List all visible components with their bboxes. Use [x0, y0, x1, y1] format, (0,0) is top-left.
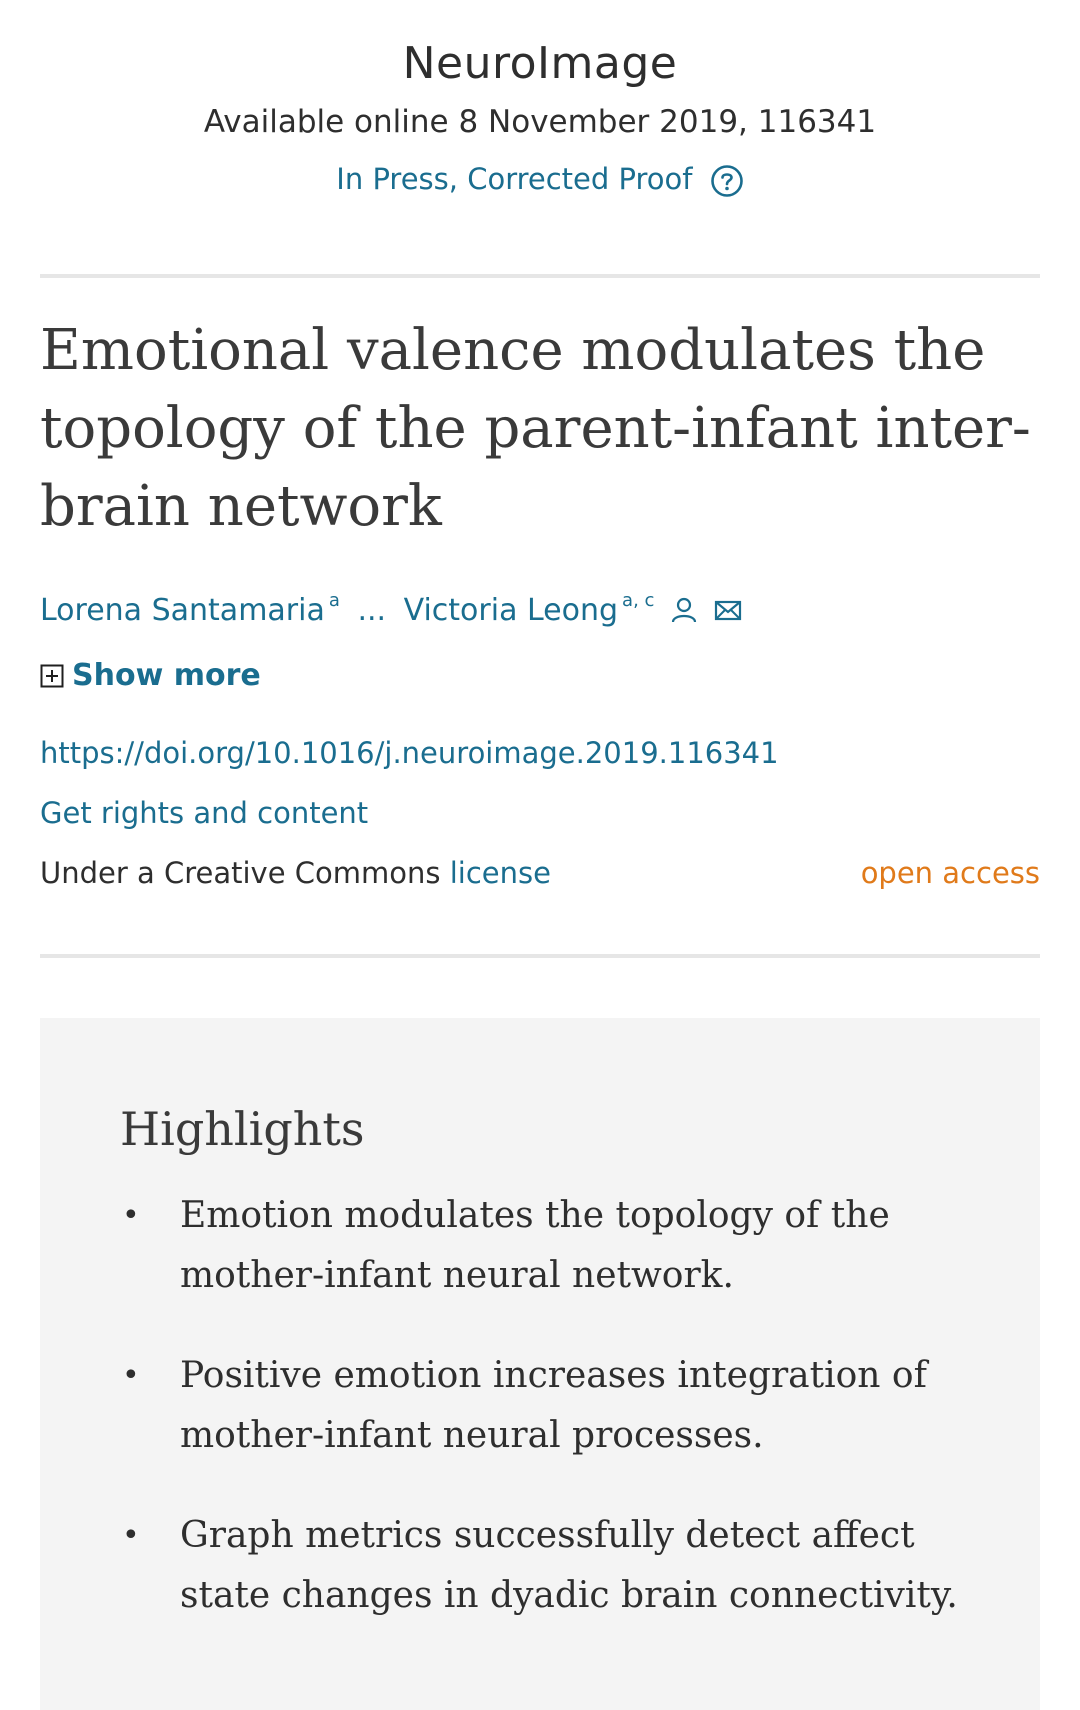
article-status [0, 162, 1080, 198]
bullet-icon: • [122, 1518, 140, 1553]
envelope-icon[interactable] [714, 596, 742, 624]
meta-divider [40, 954, 1040, 958]
journal-title: NeuroImage [402, 38, 678, 89]
highlight-item [120, 1506, 980, 1626]
highlight-text: Emotion modulates the topology of the mother-infant neural network. [180, 1195, 890, 1296]
highlights-list [120, 1186, 980, 1666]
author-last-affiliation[interactable]: a, c [622, 590, 655, 611]
author-first[interactable]: Lorena Santamaria [40, 593, 325, 628]
article-title: Emotional valence modulates the topology of the parent-infant inter-brain network [40, 318, 1031, 539]
person-icon[interactable] [670, 596, 698, 624]
status-link[interactable]: In Press, Corrected Proof [336, 162, 693, 196]
header-divider [40, 274, 1040, 278]
authors-ellipsis: ... [357, 593, 387, 628]
highlights-panel [40, 1018, 1040, 1710]
highlight-item [120, 1186, 980, 1306]
bullet-icon: • [122, 1198, 140, 1233]
show-more-button[interactable] [40, 658, 261, 693]
plus-square-icon [40, 664, 64, 688]
highlight-text: Positive emotion increases integration of mother-infant neural processes. [180, 1355, 927, 1456]
doi-link[interactable]: https://doi.org/10.1016/j.neuroimage.2019.116341 [40, 736, 779, 770]
show-more-label: Show more [72, 658, 261, 693]
author-last[interactable]: Victoria Leong [403, 593, 619, 628]
license-statement [40, 856, 551, 890]
highlight-text: Graph metrics successfully detect affect state changes in dyadic brain connectivity. [180, 1515, 958, 1616]
availability-date: Available online 8 November 2019, 116341 [203, 104, 877, 140]
author-list [40, 590, 742, 628]
highlight-item [120, 1346, 980, 1466]
license-link[interactable]: license [449, 856, 551, 890]
license-prefix: Under a Creative Commons [40, 856, 441, 890]
get-rights-link[interactable]: Get rights and content [40, 796, 369, 830]
highlights-title: Highlights [120, 1102, 365, 1156]
author-first-affiliation[interactable]: a [328, 590, 340, 611]
open-access-badge: open access [860, 856, 1040, 890]
bullet-icon: • [122, 1358, 140, 1393]
question-circle-icon[interactable] [710, 164, 744, 198]
